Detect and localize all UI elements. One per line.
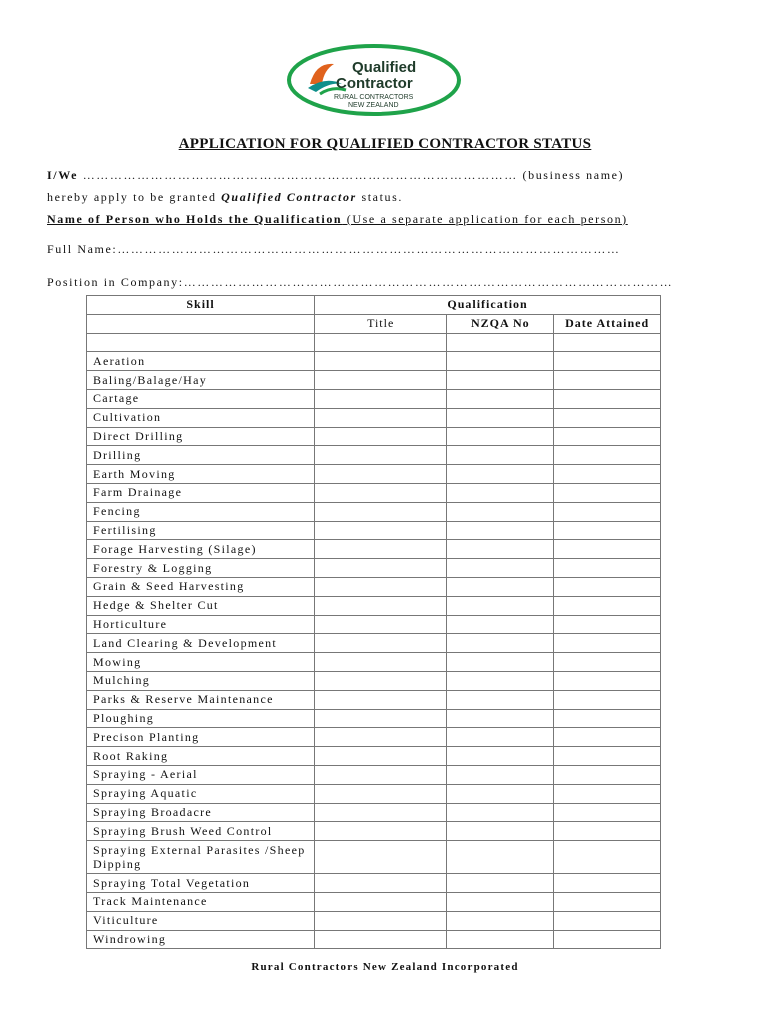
spacer-cell: [554, 333, 661, 352]
title-header: Title: [315, 314, 447, 333]
skill-name-cell: Spraying Broadacre: [87, 803, 315, 822]
business-name-hint: (business name): [522, 168, 625, 182]
nzqa-no-cell[interactable]: [447, 690, 554, 709]
title-cell[interactable]: [315, 521, 447, 540]
table-row: [87, 653, 661, 672]
skill-name-cell: Baling/Balage/Hay: [87, 371, 315, 390]
qualified-contractor-emphasis: Qualified Contractor: [221, 190, 357, 204]
date-attained-cell[interactable]: [554, 747, 661, 766]
skill-name-cell: Viticulture: [87, 911, 315, 930]
title-cell[interactable]: [315, 822, 447, 841]
date-attained-cell[interactable]: [554, 389, 661, 408]
date-attained-cell[interactable]: [554, 930, 661, 949]
skill-name-cell: Grain & Seed Harvesting: [87, 577, 315, 596]
title-cell[interactable]: [315, 841, 447, 874]
title-cell[interactable]: [315, 559, 447, 578]
table-row: [87, 521, 661, 540]
skill-name-cell: Earth Moving: [87, 465, 315, 484]
date-attained-cell[interactable]: [554, 615, 661, 634]
skill-name-cell: Track Maintenance: [87, 892, 315, 911]
nzqa-no-cell[interactable]: [447, 822, 554, 841]
skill-header: Skill: [87, 296, 315, 315]
table-row: [87, 892, 661, 911]
skill-name-cell: Hedge & Shelter Cut: [87, 596, 315, 615]
footer-organisation: Rural Contractors New Zealand Incorporated: [251, 961, 519, 973]
nzqa-no-cell[interactable]: [447, 930, 554, 949]
skill-name-cell: Ploughing: [87, 709, 315, 728]
table-row: [87, 352, 661, 371]
table-row: [87, 389, 661, 408]
skill-name-cell: Fencing: [87, 502, 315, 521]
date-attained-cell[interactable]: [554, 874, 661, 893]
svg-text:Qualified: Qualified: [352, 59, 417, 76]
date-attained-cell[interactable]: [554, 690, 661, 709]
skill-name-cell: Spraying Total Vegetation: [87, 874, 315, 893]
date-attained-cell[interactable]: [554, 841, 661, 874]
date-attained-cell[interactable]: [554, 446, 661, 465]
nzqa-no-cell[interactable]: [447, 352, 554, 371]
position-field[interactable]: ………………………………………………………………………………………………: [183, 275, 674, 289]
title-cell[interactable]: [315, 911, 447, 930]
person-heading-note: (Use a separate application for each person): [342, 212, 628, 226]
nzqa-no-cell[interactable]: [447, 408, 554, 427]
qualified-contractor-logo: [286, 44, 462, 116]
table-row: [87, 483, 661, 502]
skills-table: [86, 295, 661, 949]
skill-name-cell: Land Clearing & Development: [87, 634, 315, 653]
table-row: [87, 747, 661, 766]
nzqa-no-cell[interactable]: [447, 577, 554, 596]
table-spacer-row: [87, 333, 661, 352]
table-row: [87, 408, 661, 427]
svg-text:NEW ZEALAND: NEW ZEALAND: [348, 102, 399, 109]
title-cell[interactable]: [315, 765, 447, 784]
table-row: [87, 874, 661, 893]
date-attained-cell[interactable]: [554, 408, 661, 427]
nzqa-no-cell[interactable]: [447, 747, 554, 766]
spacer-cell: [447, 333, 554, 352]
date-attained-cell[interactable]: [554, 465, 661, 484]
title-cell[interactable]: [315, 671, 447, 690]
date-attained-cell[interactable]: [554, 596, 661, 615]
full-name-field[interactable]: …………………………………………………………………………………………………: [117, 242, 621, 256]
skill-name-cell: Parks & Reserve Maintenance: [87, 690, 315, 709]
table-row: [87, 615, 661, 634]
date-attained-cell[interactable]: [554, 671, 661, 690]
title-cell[interactable]: [315, 709, 447, 728]
skill-header-blank: [87, 314, 315, 333]
skill-name-cell: Spraying Brush Weed Control: [87, 822, 315, 841]
table-row: [87, 784, 661, 803]
nzqa-no-cell[interactable]: [447, 540, 554, 559]
table-row: [87, 765, 661, 784]
date-attained-cell[interactable]: [554, 803, 661, 822]
table-row: [87, 427, 661, 446]
table-row: [87, 728, 661, 747]
date-attained-cell[interactable]: [554, 540, 661, 559]
skill-name-cell: Aeration: [87, 352, 315, 371]
title-cell[interactable]: [315, 892, 447, 911]
nzqa-no-cell[interactable]: [447, 892, 554, 911]
date-attained-cell[interactable]: [554, 352, 661, 371]
apply-statement: [47, 190, 403, 205]
title-cell[interactable]: [315, 371, 447, 390]
nzqa-no-cell[interactable]: [447, 483, 554, 502]
nzqa-no-cell[interactable]: [447, 615, 554, 634]
skill-name-cell: Root Raking: [87, 747, 315, 766]
skill-name-cell: Cultivation: [87, 408, 315, 427]
table-row: [87, 634, 661, 653]
nzqa-header: NZQA No: [447, 314, 554, 333]
full-name-line: [47, 242, 621, 257]
nzqa-no-cell[interactable]: [447, 596, 554, 615]
skill-name-cell: Cartage: [87, 389, 315, 408]
skill-name-cell: Spraying External Parasites /Sheep Dipping: [87, 841, 315, 874]
nzqa-no-cell[interactable]: [447, 874, 554, 893]
nzqa-no-cell[interactable]: [447, 911, 554, 930]
table-row: [87, 465, 661, 484]
skill-name-cell: Mowing: [87, 653, 315, 672]
date-attained-cell[interactable]: [554, 892, 661, 911]
title-cell[interactable]: [315, 728, 447, 747]
nzqa-no-cell[interactable]: [447, 841, 554, 874]
table-subheader-row: [87, 314, 661, 333]
svg-text:RURAL CONTRACTORS: RURAL CONTRACTORS: [334, 94, 414, 101]
skill-name-cell: Windrowing: [87, 930, 315, 949]
nzqa-no-cell[interactable]: [447, 389, 554, 408]
skill-name-cell: Farm Drainage: [87, 483, 315, 502]
business-name-field[interactable]: ……………………………………………………………………………………: [82, 168, 518, 182]
title-cell[interactable]: [315, 389, 447, 408]
table-row: [87, 930, 661, 949]
table-row: [87, 841, 661, 874]
date-attained-cell[interactable]: [554, 521, 661, 540]
title-cell[interactable]: [315, 874, 447, 893]
title-cell[interactable]: [315, 483, 447, 502]
nzqa-no-cell[interactable]: [447, 559, 554, 578]
skill-name-cell: Forage Harvesting (Silage): [87, 540, 315, 559]
nzqa-no-cell[interactable]: [447, 427, 554, 446]
title-cell[interactable]: [315, 540, 447, 559]
table-row: [87, 559, 661, 578]
title-cell[interactable]: [315, 446, 447, 465]
skill-name-cell: Drilling: [87, 446, 315, 465]
skill-rows: [87, 333, 661, 949]
date-attained-cell[interactable]: [554, 784, 661, 803]
date-attained-cell[interactable]: [554, 371, 661, 390]
nzqa-no-cell[interactable]: [447, 502, 554, 521]
date-attained-cell[interactable]: [554, 577, 661, 596]
title-cell[interactable]: [315, 352, 447, 371]
date-attained-cell[interactable]: [554, 911, 661, 930]
table-row: [87, 709, 661, 728]
apply-text: hereby apply to be granted: [47, 190, 222, 204]
iwe-label: I/We: [47, 168, 79, 182]
title-cell[interactable]: [315, 653, 447, 672]
skill-name-cell: Mulching: [87, 671, 315, 690]
nzqa-no-cell[interactable]: [447, 465, 554, 484]
position-label: Position in Company:: [47, 275, 184, 289]
nzqa-no-cell[interactable]: [447, 784, 554, 803]
title-cell[interactable]: [315, 930, 447, 949]
spacer-cell: [315, 333, 447, 352]
title-cell[interactable]: [315, 803, 447, 822]
date-attained-cell[interactable]: [554, 709, 661, 728]
table-row: [87, 671, 661, 690]
table-row: [87, 822, 661, 841]
full-name-label: Full Name:: [47, 242, 118, 256]
title-cell[interactable]: [315, 596, 447, 615]
nzqa-no-cell[interactable]: [447, 521, 554, 540]
table-row: [87, 540, 661, 559]
title-cell[interactable]: [315, 577, 447, 596]
nzqa-no-cell[interactable]: [447, 709, 554, 728]
nzqa-no-cell[interactable]: [447, 653, 554, 672]
date-attained-cell[interactable]: [554, 427, 661, 446]
nzqa-no-cell[interactable]: [447, 671, 554, 690]
table-row: [87, 371, 661, 390]
title-cell[interactable]: [315, 427, 447, 446]
svg-text:Contractor: Contractor: [336, 75, 413, 92]
skill-name-cell: Spraying - Aerial: [87, 765, 315, 784]
person-heading-bold: Name of Person who Holds the Qualification: [47, 212, 343, 226]
nzqa-no-cell[interactable]: [447, 765, 554, 784]
table-row: [87, 596, 661, 615]
skill-name-cell: Forestry & Logging: [87, 559, 315, 578]
title-cell[interactable]: [315, 784, 447, 803]
date-attained-cell[interactable]: [554, 502, 661, 521]
position-line: [47, 275, 673, 290]
table-header-row: [87, 296, 661, 315]
table-row: [87, 577, 661, 596]
page-title: APPLICATION FOR QUALIFIED CONTRACTOR STATUS: [178, 136, 592, 152]
skill-name-cell: Fertilising: [87, 521, 315, 540]
date-attained-cell[interactable]: [554, 822, 661, 841]
nzqa-no-cell[interactable]: [447, 371, 554, 390]
title-cell[interactable]: [315, 408, 447, 427]
table-row: [87, 690, 661, 709]
skill-name-cell: Spraying Aquatic: [87, 784, 315, 803]
table-row: [87, 446, 661, 465]
date-attained-cell[interactable]: [554, 559, 661, 578]
title-cell[interactable]: [315, 502, 447, 521]
nzqa-no-cell[interactable]: [447, 634, 554, 653]
title-cell[interactable]: [315, 747, 447, 766]
nzqa-no-cell[interactable]: [447, 446, 554, 465]
nzqa-no-cell[interactable]: [447, 728, 554, 747]
table-row: [87, 803, 661, 822]
title-cell[interactable]: [315, 615, 447, 634]
skill-name-cell: Precison Planting: [87, 728, 315, 747]
date-attained-cell[interactable]: [554, 765, 661, 784]
qualification-header: Qualification: [315, 296, 661, 315]
date-attained-cell[interactable]: [554, 634, 661, 653]
date-attained-cell[interactable]: [554, 653, 661, 672]
date-attained-cell[interactable]: [554, 483, 661, 502]
table-row: [87, 502, 661, 521]
date-attained-cell[interactable]: [554, 728, 661, 747]
spacer-cell: [87, 333, 315, 352]
title-cell[interactable]: [315, 465, 447, 484]
table-row: [87, 911, 661, 930]
date-attained-header: Date Attained: [554, 314, 661, 333]
title-cell[interactable]: [315, 690, 447, 709]
skill-name-cell: Horticulture: [87, 615, 315, 634]
person-section-heading: [47, 212, 628, 227]
business-name-line: [47, 168, 624, 183]
title-cell[interactable]: [315, 634, 447, 653]
nzqa-no-cell[interactable]: [447, 803, 554, 822]
skill-name-cell: Direct Drilling: [87, 427, 315, 446]
status-text: status.: [356, 190, 403, 204]
